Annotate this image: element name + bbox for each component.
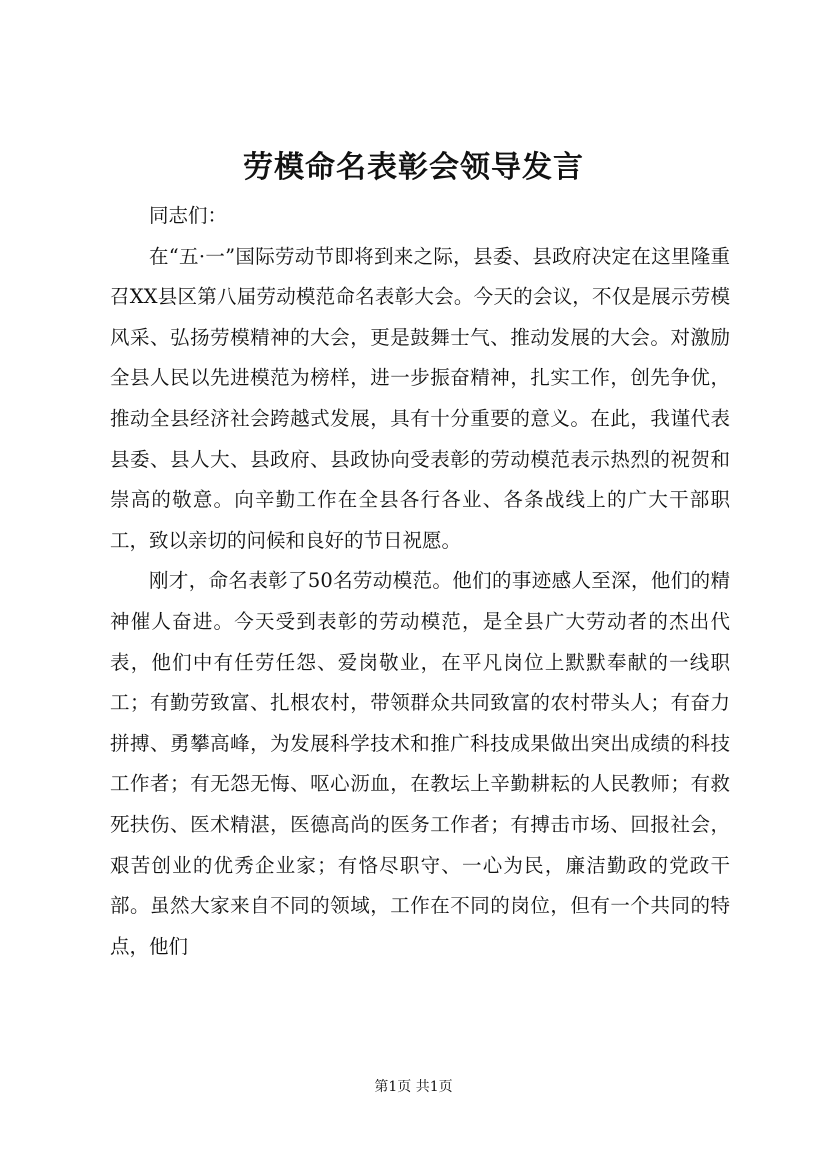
paragraph-2: 刚才，命名表彰了50名劳动模范。他们的事迹感人至深，他们的精神催人奋进。今天受到表彰的劳动模范，是全县广大劳动者的杰出代表，他们中有任劳任怨、爱岗敬业，在平凡岗位上默默奉献的一线职工；有勤劳致富、扎根农村，带领群众共同致富的农村带头人；有奋力拼搏、勇攀高峰，为发展科学技术和推广科技成果做出突出成绩的科技工作者；有无怨无悔、呕心沥血，在教坛上辛勤耕耘的人民教师；有救死扶伤、医术精湛，医德高尚的医务工作者；有搏击市场、回报社会，艰苦创业的优秀企业家；有恪尽职守、一心为民，廉洁勤政的党政干部。虽然大家来自不同的领域，工作在不同的岗位，但有一个共同的特点，他们 xyxy=(110,569,730,958)
salutation: 同志们： xyxy=(149,204,228,227)
document-body xyxy=(110,196,730,967)
page-title: 劳模命名表彰会领导发言 xyxy=(243,150,584,185)
paragraph-1: 在“五·一”国际劳动节即将到来之际，县委、县政府决定在这里隆重召XX县区第八届劳动模范命名表彰大会。今天的会议，不仅是展示劳模风采、弘扬劳模精神的大会，更是鼓舞士气、推动发展的大会。对激励全县人民以先进模范为榜样，进一步振奋精神，扎实工作，创先争优，推动全县经济社会跨越式发展，具有十分重要的意义。在此，我谨代表县委、县人大、县政府、县政协向受表彰的劳动模范表示热烈的祝贺和崇高的敬意。向辛勤工作在全县各行各业、各条战线上的广大干部职工，致以亲切的问候和良好的节日祝愿。 xyxy=(110,244,730,552)
page-footer: 第1页 共1页 xyxy=(374,1079,453,1095)
